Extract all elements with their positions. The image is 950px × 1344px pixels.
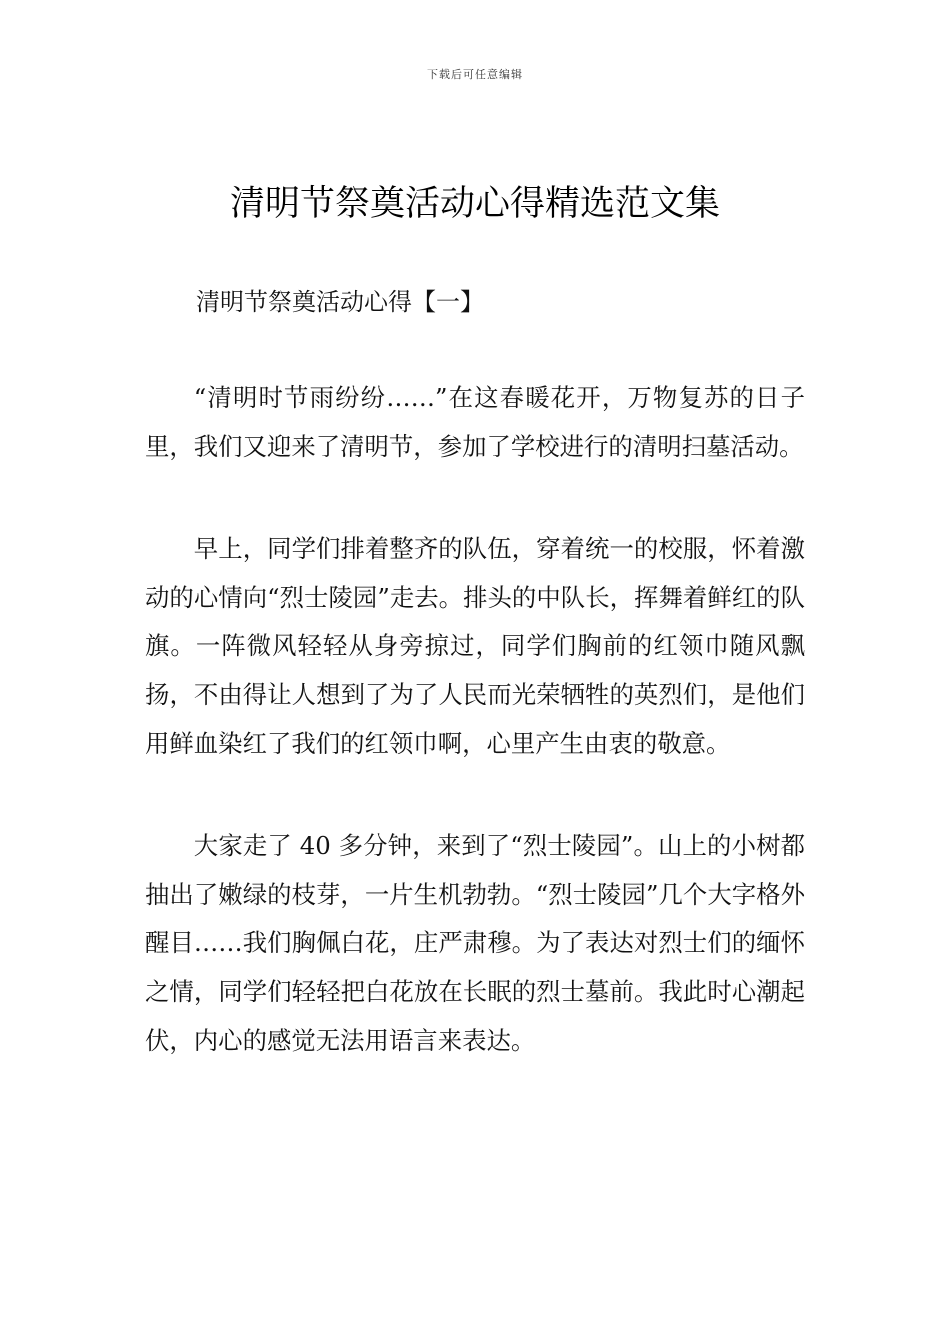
section-heading: 清明节祭奠活动心得【一】 <box>196 288 484 316</box>
document-body <box>145 374 805 1119</box>
paragraph-3: 大家走了 40 多分钟，来到了“烈士陵园”。山上的小树都抽出了嫩绿的枝芽，一片生机勃勃。“烈士陵园”几个大字格外醒目……我们胸佩白花，庄严肃穆。为了表达对烈士们的缅怀之情，同学们轻轻把白花放在长眠的烈士墓前。我此时心潮起伏，内心的感觉无法用语言来表达。 <box>145 831 805 1055</box>
paragraph-1: “清明时节雨纷纷……”在这春暖花开，万物复苏的日子里，我们又迎来了清明节，参加了学校进行的清明扫墓活动。 <box>145 383 805 461</box>
document-title: 清明节祭奠活动心得精选范文集 <box>229 184 720 224</box>
paragraph-2: 早上，同学们排着整齐的队伍，穿着统一的校服，怀着激动的心情向“烈士陵园”走去。排头的中队长，挥舞着鲜红的队旗。一阵微风轻轻从身旁掠过，同学们胸前的红领巾随风飘扬，不由得让人想到了为了人民而光荣牺牲的英烈们，是他们用鲜血染红了我们的红领巾啊，心里产生由衷的敬意。 <box>145 534 805 758</box>
header-note: 下载后可任意编辑 <box>427 68 523 81</box>
